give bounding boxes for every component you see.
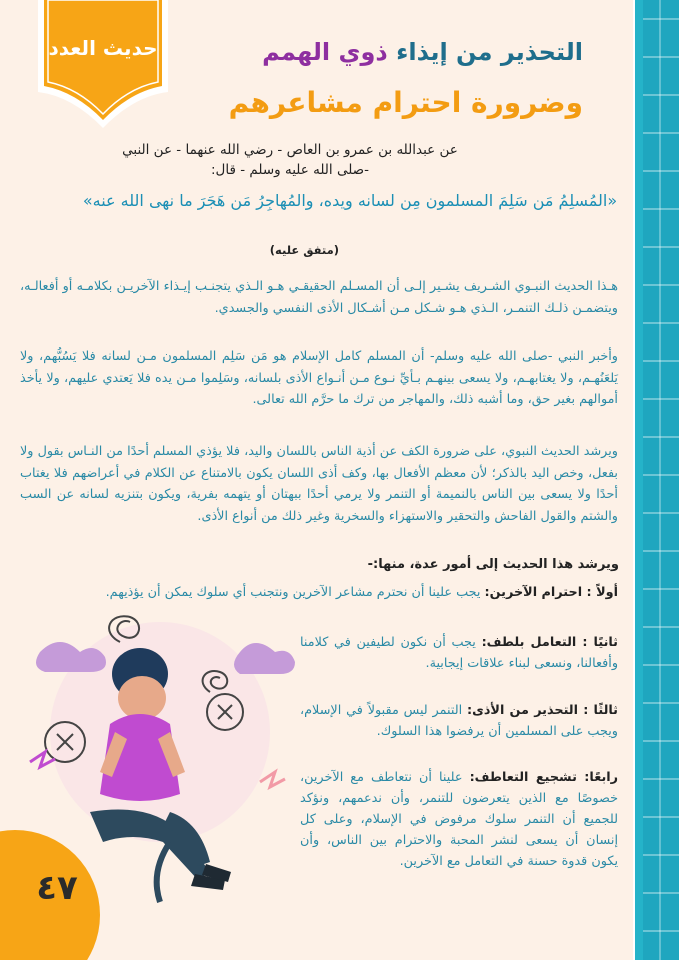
point-1	[20, 582, 618, 603]
point-4-label: رابعًا: تشجيع التعاطف:	[469, 770, 619, 785]
point-4-text: علينا أن نتعاطف مع الآخرين، خصوصًا مع الذين يتعرضون للتنمر، وأن ندعمهم، ونؤكد للجميع أن التنمر سلوك مرفوض في الإسلام، وعلى كل إنسان أن يسعى لنشر المحبة والاحترام بين الناس، وأن يكون قدوة حسنة في التعامل مع الآخرين.	[300, 770, 618, 869]
page-number: ٤٧	[36, 868, 78, 908]
paragraph-2: وأخبر النبي -صلى الله عليه وسلم- أن المسلم كامل الإسلام هو مَن سَلِم المسلمون مـن لسانه فلا يَسُبُّهم، ولا يَلعَنُهـم، ولا يغتابهـم، ولا يسعى بينهـم بـأيِّ نـوع مـن أنـواع الأذى بلسانه، وسَلِموا مـن يده فلا يَعتدي عليهم، ولا يأخذ أموالهم بغير حق، وما أشبه ذلك، والمهاجر من ترك ما حرَّم الله تعالى.	[20, 349, 618, 407]
title-line-1-text: التحذير من إيذاء	[387, 38, 583, 66]
hadith-narration: عن عبدالله بن عمرو بن العاص - رضي الله عنهما - عن النبي -صلى الله عليه وسلم - قال:	[122, 142, 458, 178]
badge-shape	[38, 0, 168, 132]
title-highlight: ذوي الهمم	[262, 38, 388, 66]
hadith-text: «المُسلِمُ مَن سَلِمَ المسلمون مِن لسانه ويده، والمُهاجِرُ مَن هَجَرَ ما نهى الله عنه»	[82, 191, 618, 210]
paragraph-1: هـذا الحديث النبـوي الشـريف يشـير إلـى أن المسـلم الحقيقـي هـو الـذي يتجنـب إيـذاء الآخريـن بكلامـه أو أفعالـه، ويتضمـن ذلـك التنمـر، الـذي هـو شـكل مـن أشـكال الأذى النفسي والجسدي.	[20, 279, 618, 316]
point-3-text: التنمر ليس مقبولاً في الإسلام، ويجب على المسلمين أن يرفضوا هذا السلوك.	[300, 703, 618, 739]
guidance-heading: ويرشد هذا الحديث إلى أمور عدة، منها:-	[367, 557, 619, 572]
point-4	[300, 767, 618, 872]
point-2	[300, 632, 618, 674]
decorative-side-border	[643, 0, 679, 960]
border-stripe	[633, 0, 643, 960]
point-3	[300, 700, 618, 742]
point-2-text: يجب أن نكون لطيفين في كلامنا وأفعالنا، ونسعى لبناء علاقات إيجابية.	[300, 635, 618, 671]
hadith-source: (متفق عليه)	[269, 243, 339, 257]
point-1-label: أولاً : احترام الآخرين:	[484, 585, 618, 600]
point-1-text: يجب علينا أن نحترم مشاعر الآخرين ونتجنب أي سلوك يمكن أن يؤذيهم.	[105, 585, 485, 600]
point-2-label: ثانيًا : التعامل بلطف:	[481, 635, 618, 650]
title-line-1	[262, 38, 583, 66]
point-3-label: ثالثًا : التحذير من الأذى:	[467, 703, 618, 718]
badge-label: حديث العدد	[48, 36, 158, 60]
section-badge	[38, 0, 168, 132]
title-line-2: وضرورة احترام مشاعرهم	[228, 86, 583, 119]
paragraph-3: ويرشد الحديث النبوي، على ضرورة الكف عن أذية الناس باللسان واليد، فلا يؤذي المسلم أحدًا من النـاس بقول ولا بفعل، وخص اليد بالذكر؛ لأن معظم الأفعال بها، وكف أذى اللسان يكون بالامتناع عن الكلام في أعراضهم فلا يغتاب أحدًا ولا يسعى بين الناس بالنميمة أو التنمر ولا يرمي أحدًا ببهتان أو يتهمه بفرية، ويكون بتنزيه لسانه عن السب والشتم والقول الفاحش والتحقير والاستهزاء والسخرية وغير ذلك من أنواع الأذى.	[20, 444, 618, 524]
